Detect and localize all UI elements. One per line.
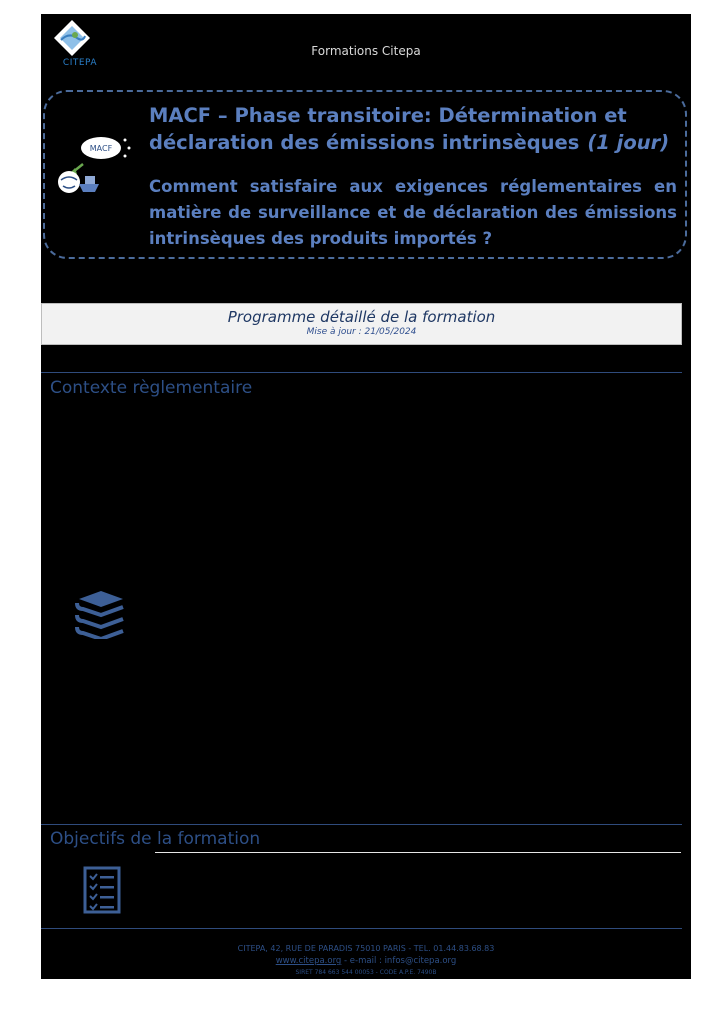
programme-title: Programme détaillé de la formation bbox=[227, 308, 496, 326]
footer-siret: SIRET 784 663 544 00053 - CODE A.P.E. 7490B bbox=[295, 969, 437, 976]
context-section-title: Contexte règlementaire bbox=[50, 378, 253, 398]
section-divider bbox=[41, 824, 682, 825]
checklist-icon bbox=[83, 866, 121, 914]
footer-website-link[interactable]: www.citepa.org bbox=[275, 956, 342, 966]
title-banner bbox=[43, 90, 687, 259]
course-subtitle: Comment satisfaire aux exigences réglementaires en matière de surveillance et de déclaration des émissions intrinsèques des produits importés ? bbox=[149, 177, 677, 248]
section-divider bbox=[41, 372, 682, 373]
macf-globe-icon bbox=[55, 130, 135, 200]
document-page bbox=[41, 14, 691, 979]
objectives-underline bbox=[155, 852, 681, 853]
logo-text: CITEPA bbox=[62, 58, 98, 68]
footer-divider bbox=[41, 928, 682, 929]
course-title-text: MACF – Phase transitoire: Détermination et déclaration des émissions intrinsèques bbox=[149, 104, 627, 154]
course-duration: (1 jour) bbox=[587, 131, 670, 154]
footer-email: - e-mail : infos@citepa.org bbox=[341, 956, 457, 966]
footer-address: CITEPA, 42, RUE DE PARADIS 75010 PARIS - TEL. 01.44.83.68.83 bbox=[237, 944, 495, 953]
books-icon bbox=[73, 587, 127, 639]
course-title bbox=[149, 102, 679, 156]
programme-update-date: Mise à jour : 21/05/2024 bbox=[306, 327, 417, 337]
objectives-section-title: Objectifs de la formation bbox=[50, 829, 261, 849]
footer-contact bbox=[41, 955, 691, 967]
header-title: Formations Citepa bbox=[311, 44, 421, 58]
programme-box bbox=[41, 303, 682, 345]
footer bbox=[41, 943, 691, 979]
macf-icon-label: MACF bbox=[89, 144, 113, 153]
